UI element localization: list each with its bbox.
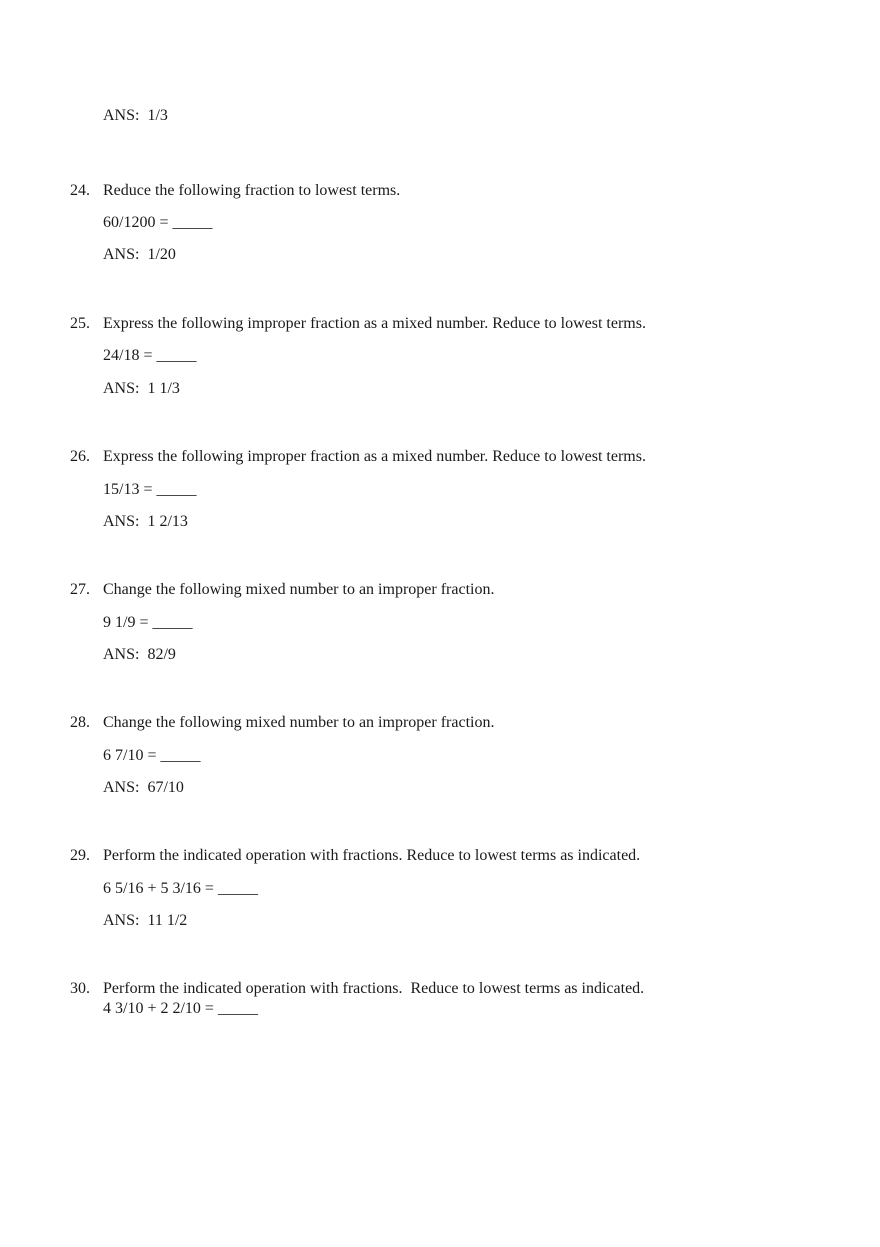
question-number: 24. bbox=[70, 182, 90, 199]
question-prompt: Perform the indicated operation with fractions. Reduce to lowest terms as indicated. bbox=[103, 847, 641, 864]
question-number: 29. bbox=[70, 847, 90, 864]
question-number: 30. bbox=[70, 980, 90, 997]
question-expression: 9 1/9 = _____ bbox=[103, 614, 193, 631]
question-answer: ANS: 1/20 bbox=[103, 246, 176, 263]
question-number: 26. bbox=[70, 448, 90, 465]
question-answer: ANS: 11 1/2 bbox=[103, 912, 188, 929]
question-prompt: Express the following improper fraction as a mixed number. Reduce to lowest terms. bbox=[103, 448, 646, 465]
question-prompt: Reduce the following fraction to lowest terms. bbox=[103, 182, 401, 199]
question-expression: 60/1200 = _____ bbox=[103, 214, 213, 231]
question-answer: ANS: 67/10 bbox=[103, 779, 184, 796]
question-answer: ANS: 1 2/13 bbox=[103, 513, 188, 530]
question-prompt: Express the following improper fraction as a mixed number. Reduce to lowest terms. bbox=[103, 315, 646, 332]
question-expression: 6 5/16 + 5 3/16 = _____ bbox=[103, 880, 258, 897]
question-expression: 4 3/10 + 2 2/10 = _____ bbox=[103, 1000, 258, 1017]
question-number: 25. bbox=[70, 315, 90, 332]
question-number: 28. bbox=[70, 714, 90, 731]
question-prompt: Perform the indicated operation with fractions. Reduce to lowest terms as indicated. bbox=[103, 980, 645, 997]
question-expression: 15/13 = _____ bbox=[103, 481, 197, 498]
question-expression: 24/18 = _____ bbox=[103, 347, 197, 364]
question-number: 27. bbox=[70, 581, 90, 598]
question-prompt: Change the following mixed number to an improper fraction. bbox=[103, 581, 495, 598]
question-answer: ANS: 82/9 bbox=[103, 646, 176, 663]
question-prompt: Change the following mixed number to an improper fraction. bbox=[103, 714, 495, 731]
previous-answer: ANS: 1/3 bbox=[103, 107, 168, 124]
question-answer: ANS: 1 1/3 bbox=[103, 380, 180, 397]
question-expression: 6 7/10 = _____ bbox=[103, 747, 201, 764]
